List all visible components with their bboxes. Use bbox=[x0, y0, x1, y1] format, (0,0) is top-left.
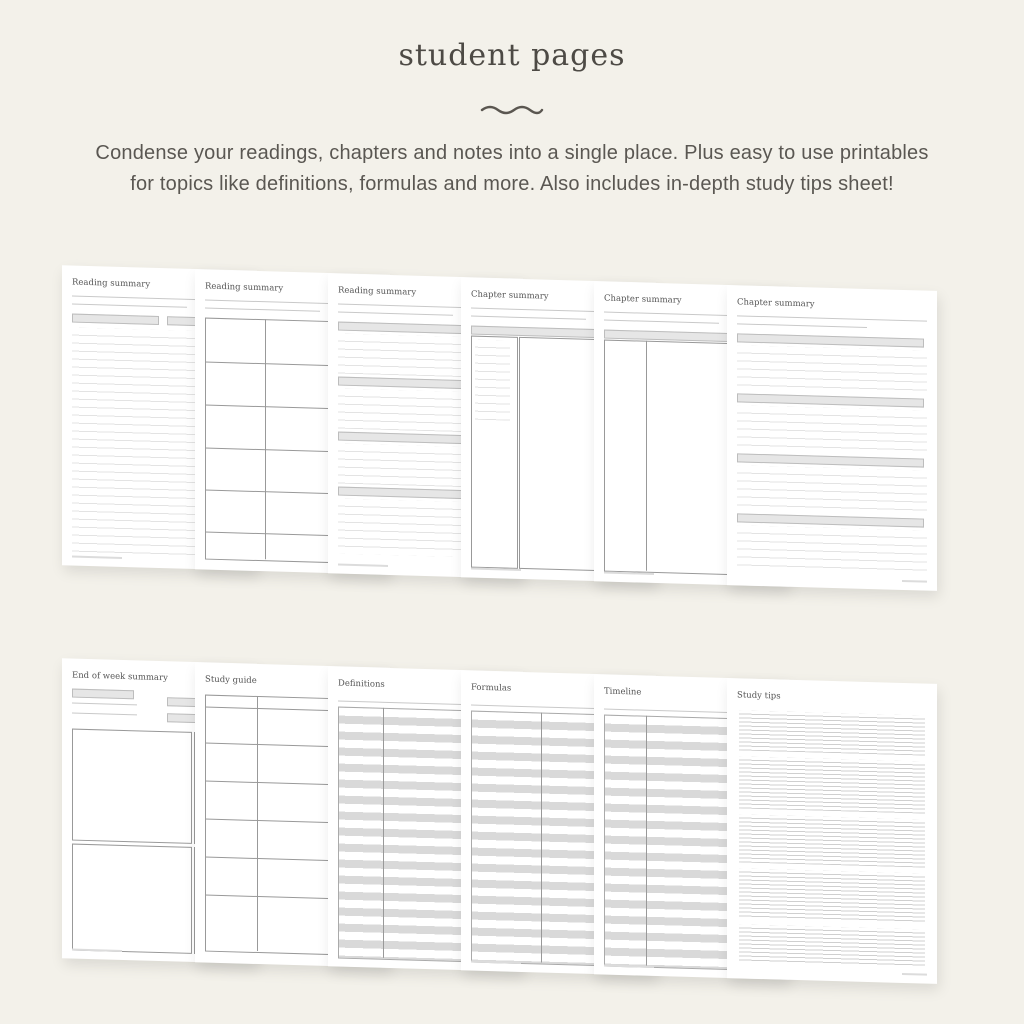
sheet-title: Reading summary bbox=[338, 285, 417, 298]
description-line-1: Condense your readings, chapters and notes into a single place. Plus easy to use printables bbox=[95, 142, 929, 164]
sheet-title: Reading summary bbox=[205, 281, 284, 294]
sheet-title: Study guide bbox=[205, 674, 257, 687]
sheet-title: End of week summary bbox=[72, 670, 168, 684]
sheet-title: Chapter summary bbox=[604, 293, 682, 306]
sheet-title: Timeline bbox=[604, 686, 642, 698]
sheet-chapter-summary-3 bbox=[727, 285, 937, 591]
sheet-row-2 bbox=[0, 655, 1024, 1015]
squiggle-divider bbox=[480, 102, 544, 118]
sheet-row-1 bbox=[0, 262, 1024, 622]
sheet-title: Reading summary bbox=[72, 277, 151, 290]
sheet-title: Formulas bbox=[471, 682, 512, 694]
sheet-title: Chapter summary bbox=[471, 289, 549, 302]
page-title: student pages bbox=[398, 38, 626, 73]
sheet-title: Study tips bbox=[737, 690, 781, 702]
sheet-study-tips bbox=[727, 678, 937, 984]
sheet-title: Definitions bbox=[338, 678, 385, 690]
sheet-title: Chapter summary bbox=[737, 297, 815, 310]
description bbox=[60, 138, 964, 200]
description-line-2: for topics like definitions, formulas and more. Also includes in-depth study tips sheet! bbox=[130, 173, 894, 195]
